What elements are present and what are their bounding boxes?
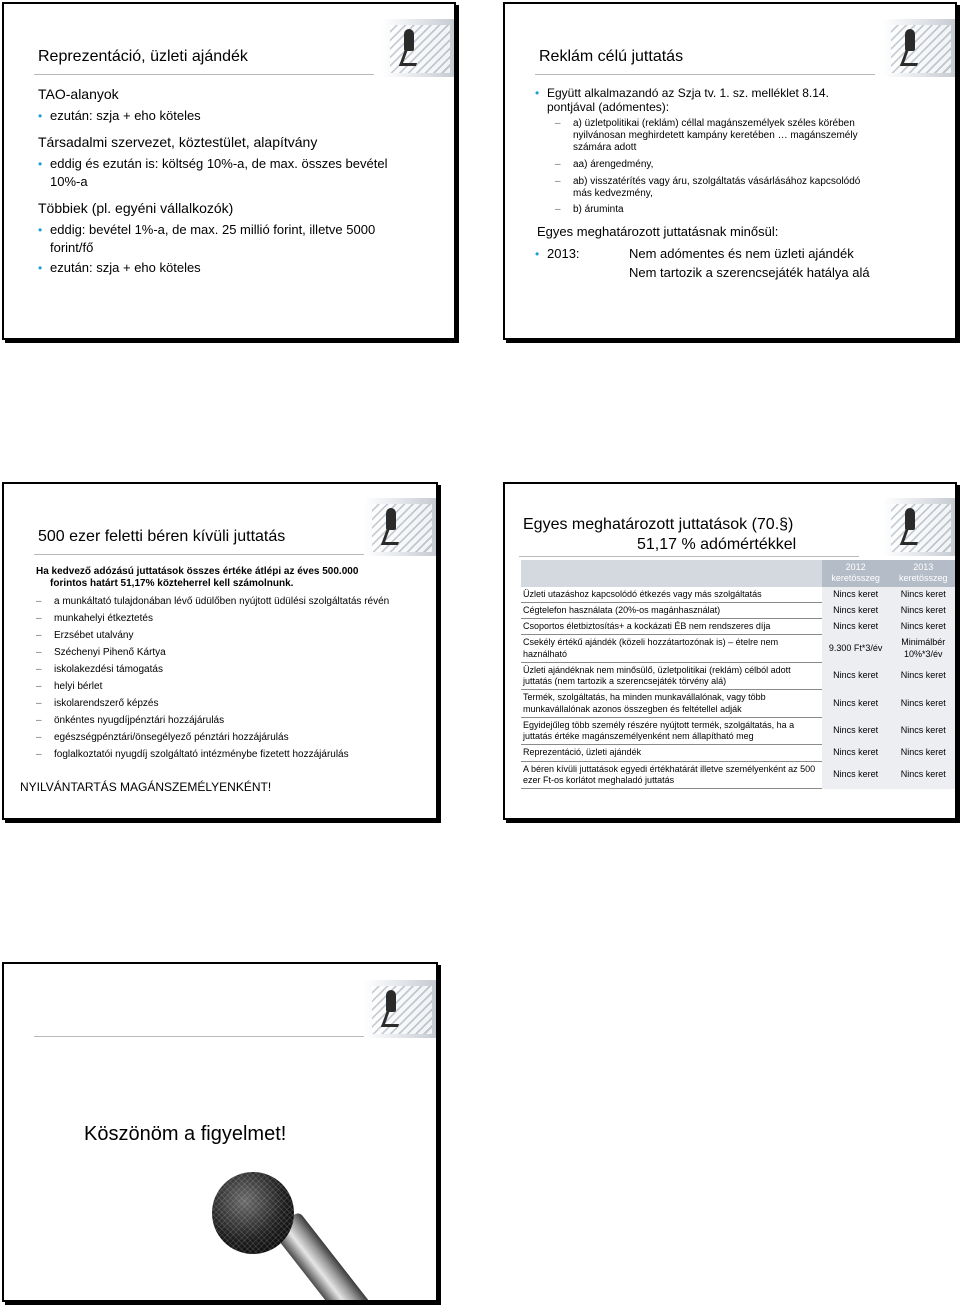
row-label: Cégtelefon használata (20%-os magánhasználat) <box>521 602 822 618</box>
bullet-icon: • <box>38 109 43 123</box>
cell-2012: Nincs keret <box>822 602 890 618</box>
cell-2013: Nincs keret <box>889 602 957 618</box>
dash-item: – aa) árengedmény, <box>555 159 654 170</box>
stairs-runner-icon <box>364 980 436 1038</box>
dash-icon: – <box>36 664 42 675</box>
list-item: – Erzsébet utalvány <box>36 630 134 641</box>
bullet-continuation: pontjával (adómentes): <box>547 100 670 114</box>
list-item: – munkahelyi étkeztetés <box>36 613 153 624</box>
title-divider <box>34 1036 364 1037</box>
intro-line: Ha kedvező adózású juttatások összes értéke átlépi az éves 500.000 <box>36 566 359 577</box>
title-divider <box>34 554 364 555</box>
heading-tao: TAO-alanyok <box>38 86 119 102</box>
slide-title: 500 ezer feletti béren kívüli juttatás <box>38 528 286 545</box>
list-item: – iskolakezdési támogatás <box>36 664 163 675</box>
list-item: – iskolarendszerő képzés <box>36 698 159 709</box>
slide-koszonom <box>2 962 438 1302</box>
dash-icon: – <box>36 715 42 726</box>
list-item: – a munkáltató tulajdonában lévő üdülőben nyújtott üdülési szolgáltatás révén <box>36 596 390 607</box>
dash-item: – a) üzletpolitikai (reklám) céllal magánszemélyek széles körében <box>555 118 855 129</box>
row-label: Csekély értékű ajándék (közeli hozzátartozónak is) – ételre nem haználható <box>521 635 822 663</box>
dash-icon: – <box>36 749 42 760</box>
bullet-icon: • <box>38 261 43 275</box>
cell-2013: Nincs keret <box>889 745 957 761</box>
list-item: – helyi bérlet <box>36 681 103 692</box>
slide-500-ezer <box>2 482 438 820</box>
bullet-item: • Együtt alkalmazandó az Szja tv. 1. sz. melléklet 8.14. <box>535 86 829 100</box>
cell-2013: Nincs keret <box>889 587 957 603</box>
dash-continuation: számára adott <box>573 142 637 153</box>
slide-title: Egyes meghatározott juttatások (70.§) <box>523 516 794 533</box>
bullet-continuation: 10%-a <box>50 174 88 189</box>
stairs-runner-icon <box>382 19 454 77</box>
table-row <box>521 717 957 745</box>
row-label: Egyidejűleg több személy részére nyújtott termék, szolgáltatás, ha a juttatás értéke magánszemélyenként nem állapítható meg <box>521 717 822 745</box>
microphone-grille <box>212 1172 294 1254</box>
row-label: Csoportos életbiztosítás+ a kockázati ÉB nem rendszeres díja <box>521 619 822 635</box>
stairs-runner-icon <box>883 498 955 556</box>
title-divider <box>535 74 875 75</box>
table-row <box>521 635 957 663</box>
cell-2012: Nincs keret <box>822 745 890 761</box>
dash-icon: – <box>36 613 42 624</box>
cell-2013: Nincs keret <box>889 761 957 789</box>
result-line: Nem adómentes és nem üzleti ajándék <box>629 246 854 261</box>
slide-egyes-juttatasok <box>503 482 957 820</box>
bullet-icon: • <box>38 223 43 237</box>
header-2013: 2013 keretösszeg <box>889 560 957 587</box>
section-heading: Egyes meghatározott juttatásnak minősül: <box>537 224 779 239</box>
dash-icon: – <box>36 630 42 641</box>
cell-2013: Nincs keret <box>889 662 957 690</box>
dash-icon: – <box>555 159 561 170</box>
result-line: Nem tartozik a szerencsejáték hatálya alá <box>629 265 870 280</box>
cell-2012: Nincs keret <box>822 690 890 718</box>
row-label: Üzleti ajándéknak nem minősülő, üzletpolitikai (reklám) célból adott juttatás (nem tartozik a szerencsejáték törvény alá) <box>521 662 822 690</box>
cell-2012: Nincs keret <box>822 761 890 789</box>
cell-2013: Nincs keret <box>889 619 957 635</box>
bullet-icon: • <box>535 86 540 100</box>
slide-reklam <box>503 2 957 340</box>
row-label: Üzleti utazáshoz kapcsolódó étkezés vagy más szolgáltatás <box>521 587 822 603</box>
table-row <box>521 690 957 718</box>
heading-tarsadalmi: Társadalmi szervezet, köztestület, alapítvány <box>38 134 318 150</box>
dash-continuation: nyilvánosan meghirdetett kampány keretében … magánszemély <box>573 130 858 141</box>
bullet-item: • 2013: <box>535 246 580 261</box>
dash-icon: – <box>555 204 561 215</box>
stairs-runner-icon <box>364 498 436 556</box>
bullet-item: • ezután: szja + eho köteles <box>38 108 201 123</box>
bullet-icon: • <box>38 157 43 171</box>
bullet-continuation: forint/fő <box>50 240 94 255</box>
slide-reprezentacio <box>2 2 456 340</box>
cell-2012: Nincs keret <box>822 717 890 745</box>
dash-icon: – <box>555 176 561 187</box>
list-item: – foglalkoztatói nyugdíj szolgáltató intézménybe fizetett hozzájárulás <box>36 749 349 760</box>
thank-you-text: Köszönöm a figyelmet! <box>84 1123 287 1145</box>
header-2012: 2012 keretösszeg <box>822 560 890 587</box>
table-row <box>521 602 957 618</box>
table-header <box>521 560 957 587</box>
slide-title: Reprezentáció, üzleti ajándék <box>38 48 248 65</box>
stairs-runner-icon <box>883 19 955 77</box>
footer-note: NYILVÁNTARTÁS MAGÁNSZEMÉLYENKÉNT! <box>20 780 272 794</box>
intro-line: forintos határt 51,17% közteherrel kell számolnunk. <box>50 578 294 589</box>
cell-2012: Nincs keret <box>822 662 890 690</box>
dash-icon: – <box>555 118 561 129</box>
bullet-item: • ezután: szja + eho köteles <box>38 260 201 275</box>
bullet-item: • eddig: bevétel 1%-a, de max. 25 millió forint, illetve 5000 <box>38 222 376 237</box>
dash-icon: – <box>36 681 42 692</box>
table-row <box>521 619 957 635</box>
cell-2013: Nincs keret <box>889 690 957 718</box>
table-row <box>521 587 957 603</box>
table-row <box>521 745 957 761</box>
dash-icon: – <box>36 596 42 607</box>
list-item: – Széchenyi Pihenő Kártya <box>36 647 166 658</box>
dash-item: – b) áruminta <box>555 204 624 215</box>
heading-tobbiek: Többiek (pl. egyéni vállalkozók) <box>38 200 234 216</box>
dash-icon: – <box>36 732 42 743</box>
dash-item: – ab) visszatérítés vagy áru, szolgáltatás vásárlásához kapcsolódó <box>555 176 861 187</box>
dash-icon: – <box>36 698 42 709</box>
slide-subtitle: 51,17 % adómértékkel <box>637 536 797 553</box>
benefits-table <box>521 560 957 789</box>
cell-2012: Nincs keret <box>822 587 890 603</box>
row-label: Termék, szolgáltatás, ha minden munkavállalónak, vagy több munkavállalónak azonos összegben és feltétellel adják <box>521 690 822 718</box>
list-item: – egészségpénztári/önsegélyező pénztári hozzájárulás <box>36 732 289 743</box>
table-row <box>521 662 957 690</box>
cell-2012: 9.300 Ft*3/év <box>822 635 890 663</box>
title-divider <box>519 556 859 557</box>
dash-icon: – <box>36 647 42 658</box>
row-label: Reprezentáció, üzleti ajándék <box>521 745 822 761</box>
cell-2012: Nincs keret <box>822 619 890 635</box>
slide-title: Reklám célú juttatás <box>539 48 684 65</box>
list-item: – önkéntes nyugdíjpénztári hozzájárulás <box>36 715 225 726</box>
bullet-icon: • <box>535 247 540 261</box>
cell-2013: Nincs keret <box>889 717 957 745</box>
title-divider <box>34 74 374 75</box>
table-row <box>521 761 957 789</box>
bullet-item: • eddig és ezután is: költség 10%-a, de max. összes bevétel <box>38 156 388 171</box>
cell-2013: Minimálbér 10%*3/év <box>889 635 957 663</box>
row-label: A béren kívüli juttatások egyedi értékhatárát illetve személyenként az 500 ezer Ft-os korlátot meghaladó juttatás <box>521 761 822 789</box>
dash-continuation: más kedvezmény, <box>573 188 653 199</box>
